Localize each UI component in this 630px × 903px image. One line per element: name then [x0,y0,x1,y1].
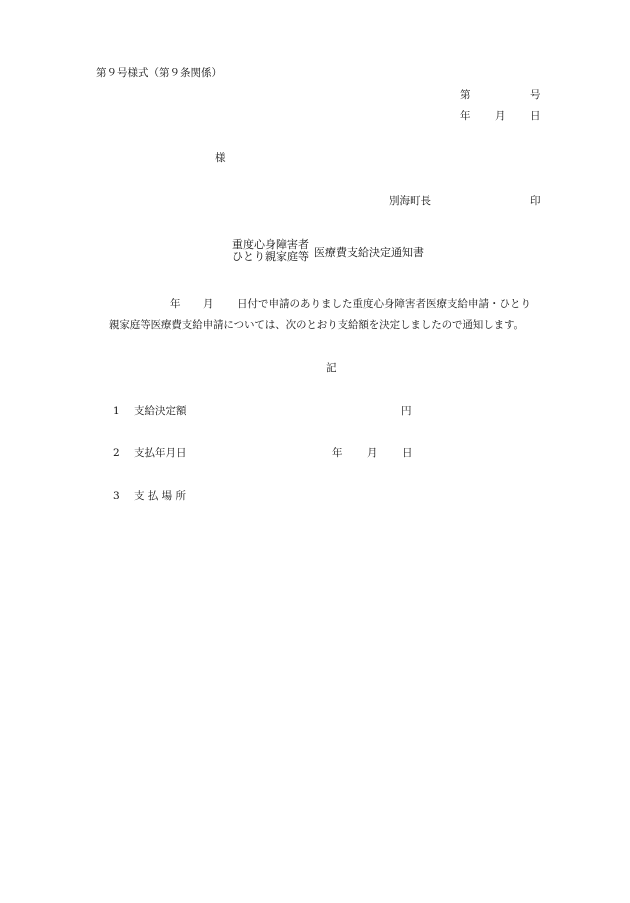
item3-label: 支 払 場 所 [134,490,187,502]
item2-label: 支払年月日 [134,447,187,459]
addressee-suffix: 様 [215,152,226,164]
item2-year: 年 [332,447,343,459]
item3-number: 3 [113,490,120,502]
header-date-month: 月 [495,110,506,122]
item1-unit: 円 [401,405,412,417]
seal-mark: 印 [530,195,541,207]
header-date-day: 日 [530,110,541,122]
body-line2: 親家庭等医療費支給申請については、次のとおり支給額を決定しましたので通知します。 [109,319,524,331]
item2-day: 日 [402,447,413,459]
form-label: 第９号様式（第９条関係） [96,67,222,79]
body-date-month: 月 [203,298,214,310]
ki-heading: 記 [326,362,337,374]
body-line1: 日付で申請のありました重度心身障害者医療支給申請・ひとり [237,298,531,310]
document-title-line1: 重度心身障害者 [232,238,309,251]
item1-label: 支給決定額 [134,405,187,417]
item2-month: 月 [367,447,378,459]
body-date-year: 年 [170,298,181,310]
document-title-stack [232,239,309,263]
number-prefix: 第 [460,89,471,101]
header-date-year: 年 [460,110,471,122]
document-title-line2: ひとり親家庭等 [232,250,309,263]
document-title-tail: 医療費支給決定通知書 [314,246,424,259]
number-suffix: 号 [530,89,541,101]
item1-number: 1 [113,405,120,417]
sender-title: 別海町長 [389,195,431,207]
item2-number: 2 [113,447,120,459]
